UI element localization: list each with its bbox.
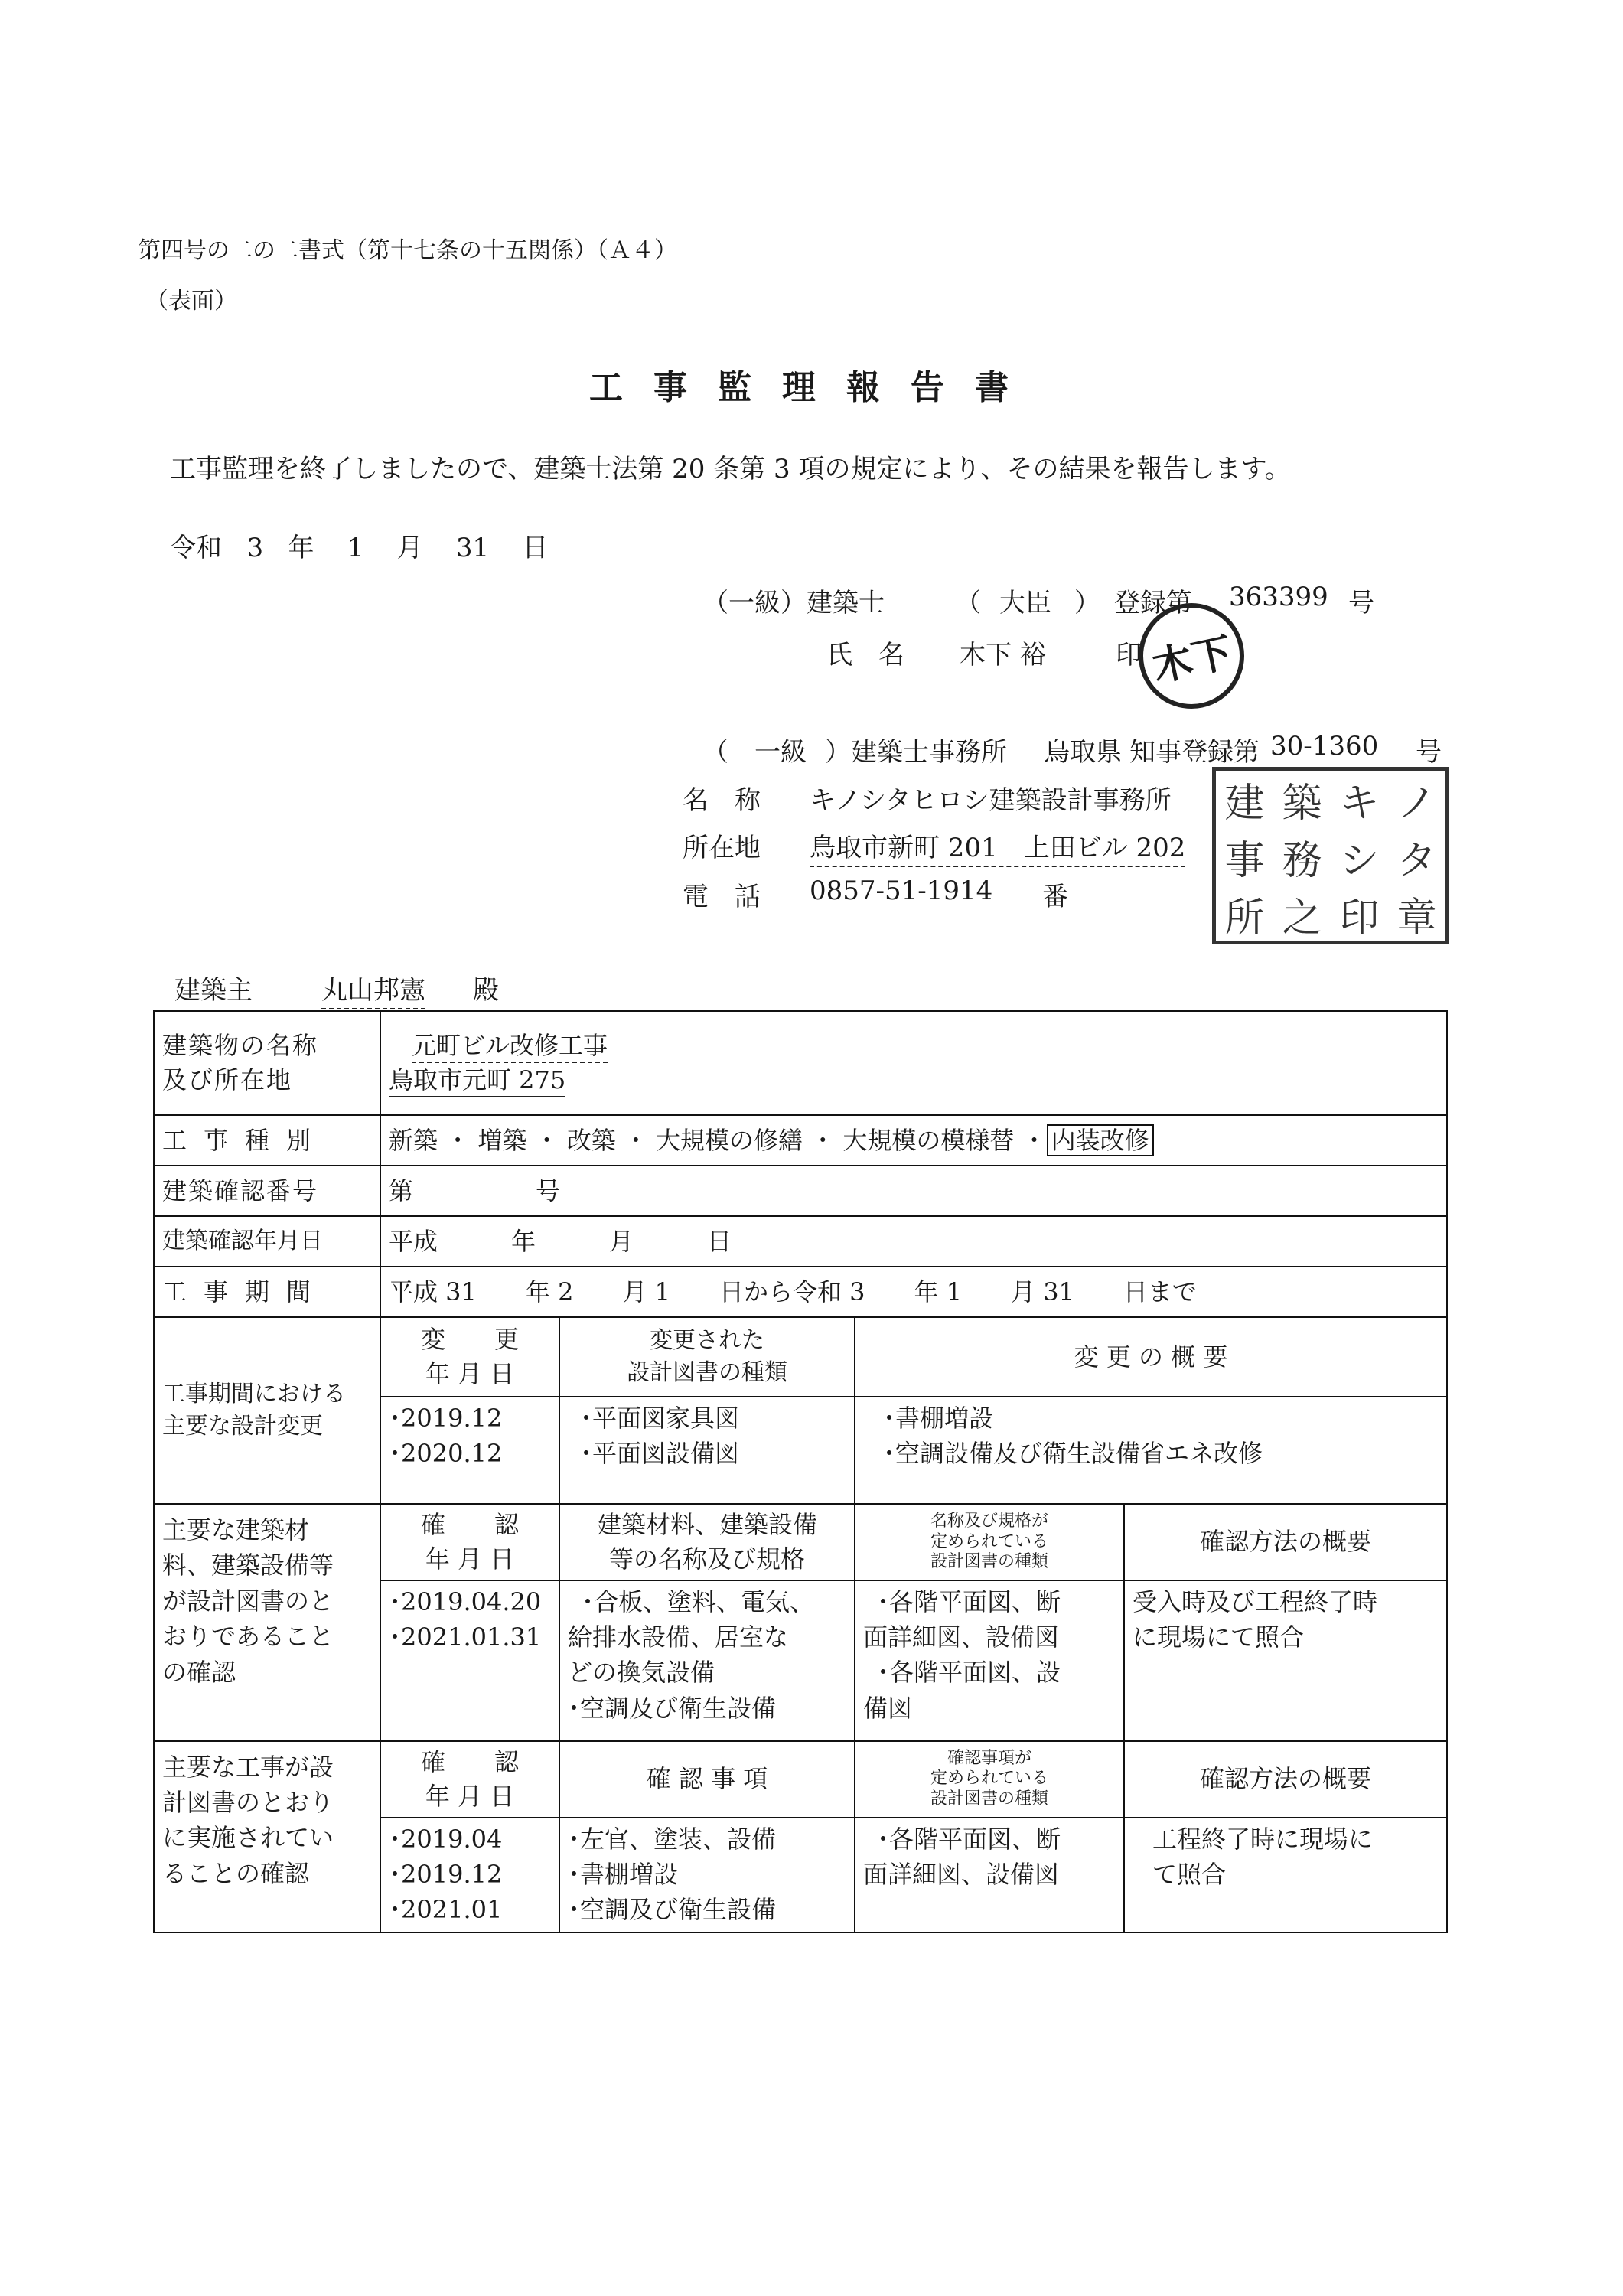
design-change-summary-header: 変 更 の 概 要 xyxy=(855,1317,1447,1397)
building-label: 建築物の名称 及び所在地 xyxy=(154,1011,380,1115)
materials-header-row xyxy=(154,1504,1447,1580)
client-name: 丸山邦憲 xyxy=(321,969,425,1009)
building-address: 鳥取市元町 275 xyxy=(389,1065,565,1097)
confirm-no-row xyxy=(154,1166,1447,1216)
materials-method: 受入時及び工程終了時 に現場にて照合 xyxy=(1124,1580,1447,1741)
period-value: 平成 31 年 2 月 1 日から令和 3 年 1 月 31 日まで xyxy=(380,1267,1447,1317)
materials-docs-header: 名称及び規格が 定められている 設計図書の種類 xyxy=(855,1504,1124,1580)
design-change-summary: ･書棚増設 ･空調設備及び衛生設備省エネ改修 xyxy=(855,1397,1447,1504)
date-month: 1 xyxy=(347,533,364,563)
intro-text: 工事監理を終了しましたので、建築士法第 20 条第 3 項の規定により、その結果を報告します。 xyxy=(170,454,1291,484)
design-change-dates: ･2019.12 ･2020.12 xyxy=(380,1397,559,1504)
office-name: キノシタヒロシ建築設計事務所 xyxy=(810,785,1172,816)
office-phone-suffix: 番 xyxy=(1042,882,1068,912)
date-year: 3 xyxy=(246,533,264,563)
design-change-docs: ･平面図家具図 ･平面図設備図 xyxy=(559,1397,855,1504)
architect-class: （一級）建築士 xyxy=(702,588,885,618)
works-items: ･左官、塗装、設備 ･書棚増設 ･空調及び衛生設備 xyxy=(559,1818,855,1932)
works-date-header: 確 認 年 月 日 xyxy=(380,1741,559,1818)
date-year-unit: 年 xyxy=(288,533,314,563)
work-type-selected: 内装改修 xyxy=(1047,1124,1154,1156)
work-type-value xyxy=(380,1115,1447,1166)
architect-authority-open: （ xyxy=(955,588,981,618)
office-pref: 鳥取県 xyxy=(1044,737,1122,768)
work-type-options: 新築 ・ 増築 ・ 改築 ・ 大規模の修繕 ・ 大規模の模様替 ・ xyxy=(389,1125,1047,1155)
works-dates: ･2019.04 ･2019.12 ･2021.01 xyxy=(380,1818,559,1932)
client-honorific: 殿 xyxy=(473,975,499,1006)
office-address-label: 所在地 xyxy=(683,833,761,863)
report-date xyxy=(170,527,548,564)
office-reg-suffix: 号 xyxy=(1416,737,1442,768)
materials-label: 主要な建築材 料、建築設備等 が設計図書のと おりであること の確認 xyxy=(154,1504,380,1741)
architect-name: 木下 裕 xyxy=(960,640,1046,670)
client-label: 建築主 xyxy=(174,975,253,1006)
works-method: 工程終了時に現場に て照合 xyxy=(1124,1818,1447,1932)
materials-items-header: 建築材料、建築設備 等の名称及び規格 xyxy=(559,1504,855,1580)
office-reg-no: 30-1360 xyxy=(1270,731,1379,762)
materials-dates: ･2019.04.20 ･2021.01.31 xyxy=(380,1580,559,1741)
confirm-date-value: 平成 年 月 日 xyxy=(380,1216,1447,1267)
date-day-unit: 日 xyxy=(522,533,549,563)
works-label: 主要な工事が設 計図書のとおり に実施されてい ることの確認 xyxy=(154,1741,380,1932)
architect-authority-close: ） xyxy=(1074,588,1100,618)
design-change-header-row xyxy=(154,1317,1447,1397)
office-phone-label: 電 話 xyxy=(683,882,761,912)
work-type-row xyxy=(154,1115,1447,1166)
report-table xyxy=(153,1010,1448,1933)
office-seal-stamp: 建 築 キ ノ 事 務 シ タ 所 之 印 章 xyxy=(1212,767,1449,944)
works-docs-header: 確認事項が 定められている 設計図書の種類 xyxy=(855,1741,1124,1818)
office-name-label: 名 称 xyxy=(683,785,761,816)
office-class-close: ）建築士事務所 xyxy=(825,737,1007,768)
materials-docs: ･各階平面図、断 面詳細図、設備図 ･各階平面図、設 備図 xyxy=(855,1580,1124,1741)
design-change-label: 工事期間における 主要な設計変更 xyxy=(154,1317,380,1504)
building-value xyxy=(380,1011,1447,1115)
architect-reg-label: 登録第 xyxy=(1114,588,1192,618)
architect-authority: 大臣 xyxy=(999,588,1051,618)
office-class: 一級 xyxy=(754,737,807,768)
design-change-docs-header: 変更された 設計図書の種類 xyxy=(559,1317,855,1397)
confirm-date-label: 建築確認年月日 xyxy=(154,1216,380,1267)
period-row xyxy=(154,1267,1447,1317)
side-label: （表面） xyxy=(145,288,237,315)
office-class-open: （ xyxy=(702,737,728,768)
architect-name-label: 氏 名 xyxy=(826,640,904,670)
building-row xyxy=(154,1011,1447,1115)
materials-date-header: 確 認 年 月 日 xyxy=(380,1504,559,1580)
form-header: 第四号の二の二書式（第十七条の十五関係）（Ａ４） xyxy=(138,237,677,264)
works-method-header: 確認方法の概要 xyxy=(1124,1741,1447,1818)
confirm-no-value: 第 号 xyxy=(380,1166,1447,1216)
office-address: 鳥取市新町 201 上田ビル 202 xyxy=(810,827,1185,867)
design-change-date-header: 変 更 年 月 日 xyxy=(380,1317,559,1397)
works-items-header: 確 認 事 項 xyxy=(559,1741,855,1818)
building-name: 元町ビル改修工事 xyxy=(412,1031,608,1063)
period-label: 工事期間 xyxy=(154,1267,380,1317)
office-reg-label: 知事登録第 xyxy=(1129,737,1260,768)
materials-items: ･合板、塗料、電気、 給排水設備、居室な どの換気設備 ･空調及び衛生設備 xyxy=(559,1580,855,1741)
page-title: 工事監理報告書 xyxy=(589,368,1039,407)
architect-seal-label: 印 xyxy=(1116,640,1142,670)
materials-method-header: 確認方法の概要 xyxy=(1124,1504,1447,1580)
confirm-no-label: 建築確認番号 xyxy=(154,1166,380,1216)
architect-seal-stamp: 木下 xyxy=(1129,593,1254,719)
date-era: 令和 xyxy=(170,533,222,563)
date-day: 31 xyxy=(455,533,490,563)
works-header-row xyxy=(154,1741,1447,1818)
confirm-date-row xyxy=(154,1216,1447,1267)
architect-reg-no: 363399 xyxy=(1229,582,1328,612)
date-month-unit: 月 xyxy=(396,533,423,563)
works-docs: ･各階平面図、断 面詳細図、設備図 xyxy=(855,1818,1124,1932)
office-phone: 0857-51-1914 xyxy=(810,876,993,906)
work-type-label: 工事種別 xyxy=(154,1115,380,1166)
architect-reg-suffix: 号 xyxy=(1348,588,1374,618)
